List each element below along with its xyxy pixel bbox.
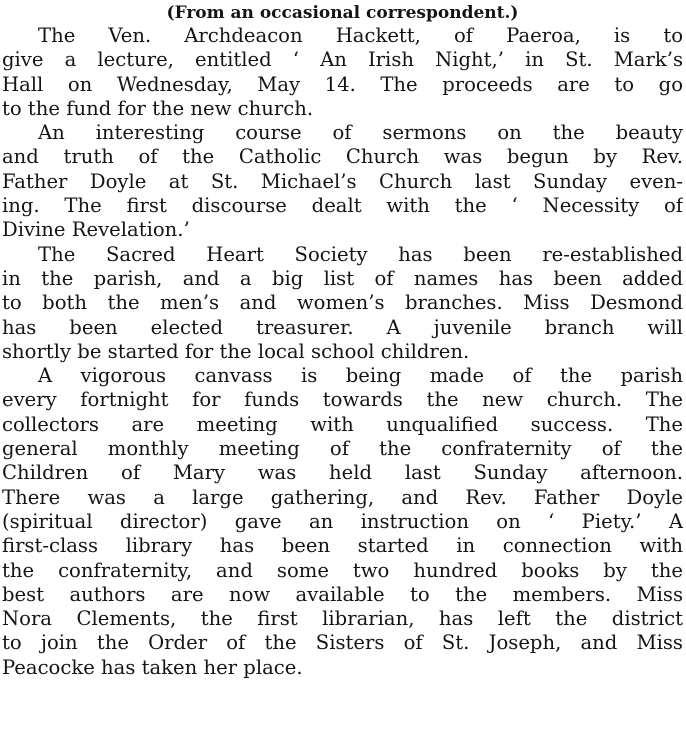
text-line: has been elected treasurer. A juvenile branch will <box>2 315 683 339</box>
paragraph-sermons <box>2 121 683 242</box>
text-line: to the fund for the new church. <box>2 96 314 120</box>
text-line: give a lecture, entitled ‘ An Irish Night,’ in St. Mark’s <box>2 48 683 72</box>
text-line: and truth of the Catholic Church was begun by Rev. <box>2 145 683 169</box>
text-line: (spiritual director) gave an instruction on ‘ Piety.’ A <box>2 509 683 533</box>
text-line: best authors are now available to the members. Miss <box>2 582 683 606</box>
byline: (From an occasional correspondent.) <box>166 3 519 23</box>
text-line: The Ven. Archdeacon Hackett, of Paeroa, is to <box>38 24 683 47</box>
text-line: There was a large gathering, and Rev. Father Doyle <box>2 485 683 509</box>
text-line: Hall on Wednesday, May 14. The proceeds are to go <box>2 72 683 96</box>
text-line: general monthly meeting of the confraternity of the <box>2 437 683 461</box>
text-line: Divine Revelation.’ <box>2 218 190 242</box>
text-line: to both the men’s and women’s branches. Miss Desmond <box>2 291 683 315</box>
paragraph-canvass <box>2 364 683 680</box>
text-line: the confraternity, and some two hundred books by the <box>2 558 683 582</box>
text-line: first-class library has been started in connection with <box>2 534 683 558</box>
paragraph-sacred-heart <box>2 243 683 364</box>
text-line: every fortnight for funds towards the new church. The <box>2 388 683 412</box>
text-line: The Sacred Heart Society has been re-established <box>38 242 683 266</box>
text-line: Peacocke has taken her place. <box>2 655 303 679</box>
text-line: An interesting course of sermons on the beauty <box>38 121 683 145</box>
text-line: collectors are meeting with unqualified success. The <box>2 412 683 436</box>
text-line: Children of Mary was held last Sunday afternoon. <box>2 461 683 485</box>
text-line: Father Doyle at St. Michael’s Church last Sunday even- <box>2 169 683 193</box>
text-line: ing. The first discourse dealt with the ‘ Necessity of <box>2 194 683 218</box>
text-line: in the parish, and a big list of names has been added <box>2 266 683 290</box>
text-line: Nora Clements, the first librarian, has left the district <box>2 607 683 631</box>
text-line: shortly be started for the local school children. <box>2 339 470 363</box>
text-line: A vigorous canvass is being made of the parish <box>38 364 683 388</box>
paragraph-lecture <box>2 24 683 121</box>
text-line: to join the Order of the Sisters of St. Joseph, and Miss <box>2 631 683 655</box>
